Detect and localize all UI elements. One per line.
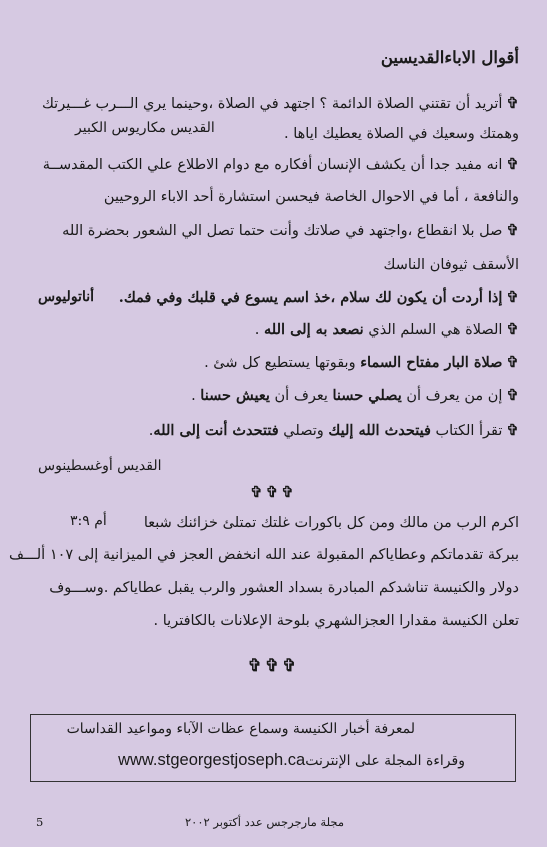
quote-reading-line2 [22, 187, 519, 207]
quote-live-well: ✞إن من يعرف أن يصلي حسنا يعرف أن يعيش حسنا . [191, 386, 519, 404]
website-info-box [30, 714, 516, 782]
coptic-cross-icon: ✞ [506, 94, 519, 112]
quote-text: إذا أردت أن يكون لك سلام ،خذ اسم يسوع في قلبك وفي فمك. [118, 289, 503, 306]
coptic-cross-icon: ✞ [506, 421, 519, 439]
quote-theophan-line1 [22, 220, 519, 241]
quote-macarius-line1 [22, 93, 519, 114]
quote-reading-line1 [22, 154, 519, 175]
quote-ladder: ✞الصلاة هي السلم الذي نصعد به إلى الله . [254, 320, 519, 338]
quote-righteous: ✞صلاة البار مفتاح السماء وبقوتها يستطيع كل شئ . [204, 353, 519, 371]
quote-text: انه مفيد جدا أن يكشف الإنسان أفكاره مع دوام الاطلاع علي الكتب المقدســة [42, 157, 503, 173]
quote-bible-prayer: ✞تقرأ الكتاب فيتحدث الله إليك وتصلي فتتحدث أنت إلى الله. [148, 421, 519, 439]
coptic-cross-icon: ✞ [506, 386, 519, 404]
quote-text: وهمتك وسعيك في الصلاة يعطيك اياها . [284, 126, 519, 142]
tithes-line2: ببركة تقدماتكم وعطاياكم المقبولة عند الله انخفض العجز في الميزانية إلى ١٠٧ ألـــف [9, 547, 519, 563]
coptic-cross-icon: ✞ [506, 353, 519, 371]
page-number: 5 [36, 815, 44, 829]
coptic-cross-icon: ✞ [506, 320, 519, 338]
attribution-macarius: القديس مكاريوس الكبير [75, 120, 215, 136]
quote-text: صل بلا انقطاع ،واجتهد في صلاتك وأنت حتما تصل الي الشعور بحضرة الله [62, 223, 503, 239]
quote-text: والنافعة ، أما في الاحوال الخاصة فيحسن استشارة أحد الاباء الروحيين [103, 189, 519, 205]
cross-divider-icon: ✞✞✞ [247, 656, 300, 676]
section-heading: أقوال الاباءالقديسين [380, 48, 519, 67]
attribution-augustine: القديس أوغسطينوس [38, 458, 162, 474]
footer-issue: مجلة مارجرجس عدد أكتوبر ٢٠٠٢ [185, 815, 344, 829]
info-box-text: لمعرفة أخبار الكنيسة وسماع عظات الآباء ومواعيد القداسات [66, 721, 415, 737]
tithes-line4: تعلن الكنيسة مقدارا العجزالشهري بلوحة الإعلانات بالكافتريا . [153, 613, 519, 629]
tithes-line3: دولار والكنيسة تناشدكم المبادرة بسداد العشور والرب يقبل عطاياكم .وســـوف [49, 580, 519, 596]
coptic-cross-icon: ✞ [506, 221, 519, 239]
attribution-theophan: الأسقف ثيوفان الناسك [383, 257, 519, 273]
info-box-online: وقراءة المجلة على الإنترنتwww.stgeorgestjoseph.ca [118, 751, 465, 769]
verse-reference: أم ٣:٩ [70, 513, 107, 529]
coptic-cross-icon: ✞ [506, 155, 519, 173]
coptic-cross-icon: ✞ [506, 288, 519, 306]
tithes-verse: اكرم الرب من مالك ومن كل باكورات غلتك تمتلئ خزائنك شبعا [143, 515, 519, 531]
quote-anatolius-line1 [22, 287, 519, 308]
cross-divider-icon: ✞✞✞ [250, 483, 297, 501]
quote-text: أتريد أن تقتني الصلاة الدائمة ؟ اجتهد في الصلاة ،وحينما يري الـــرب غـــيرتك [41, 96, 503, 112]
attribution-anatolius: أناتوليوس [38, 289, 94, 305]
website-link[interactable]: www.stgeorgestjoseph.ca [118, 751, 306, 769]
